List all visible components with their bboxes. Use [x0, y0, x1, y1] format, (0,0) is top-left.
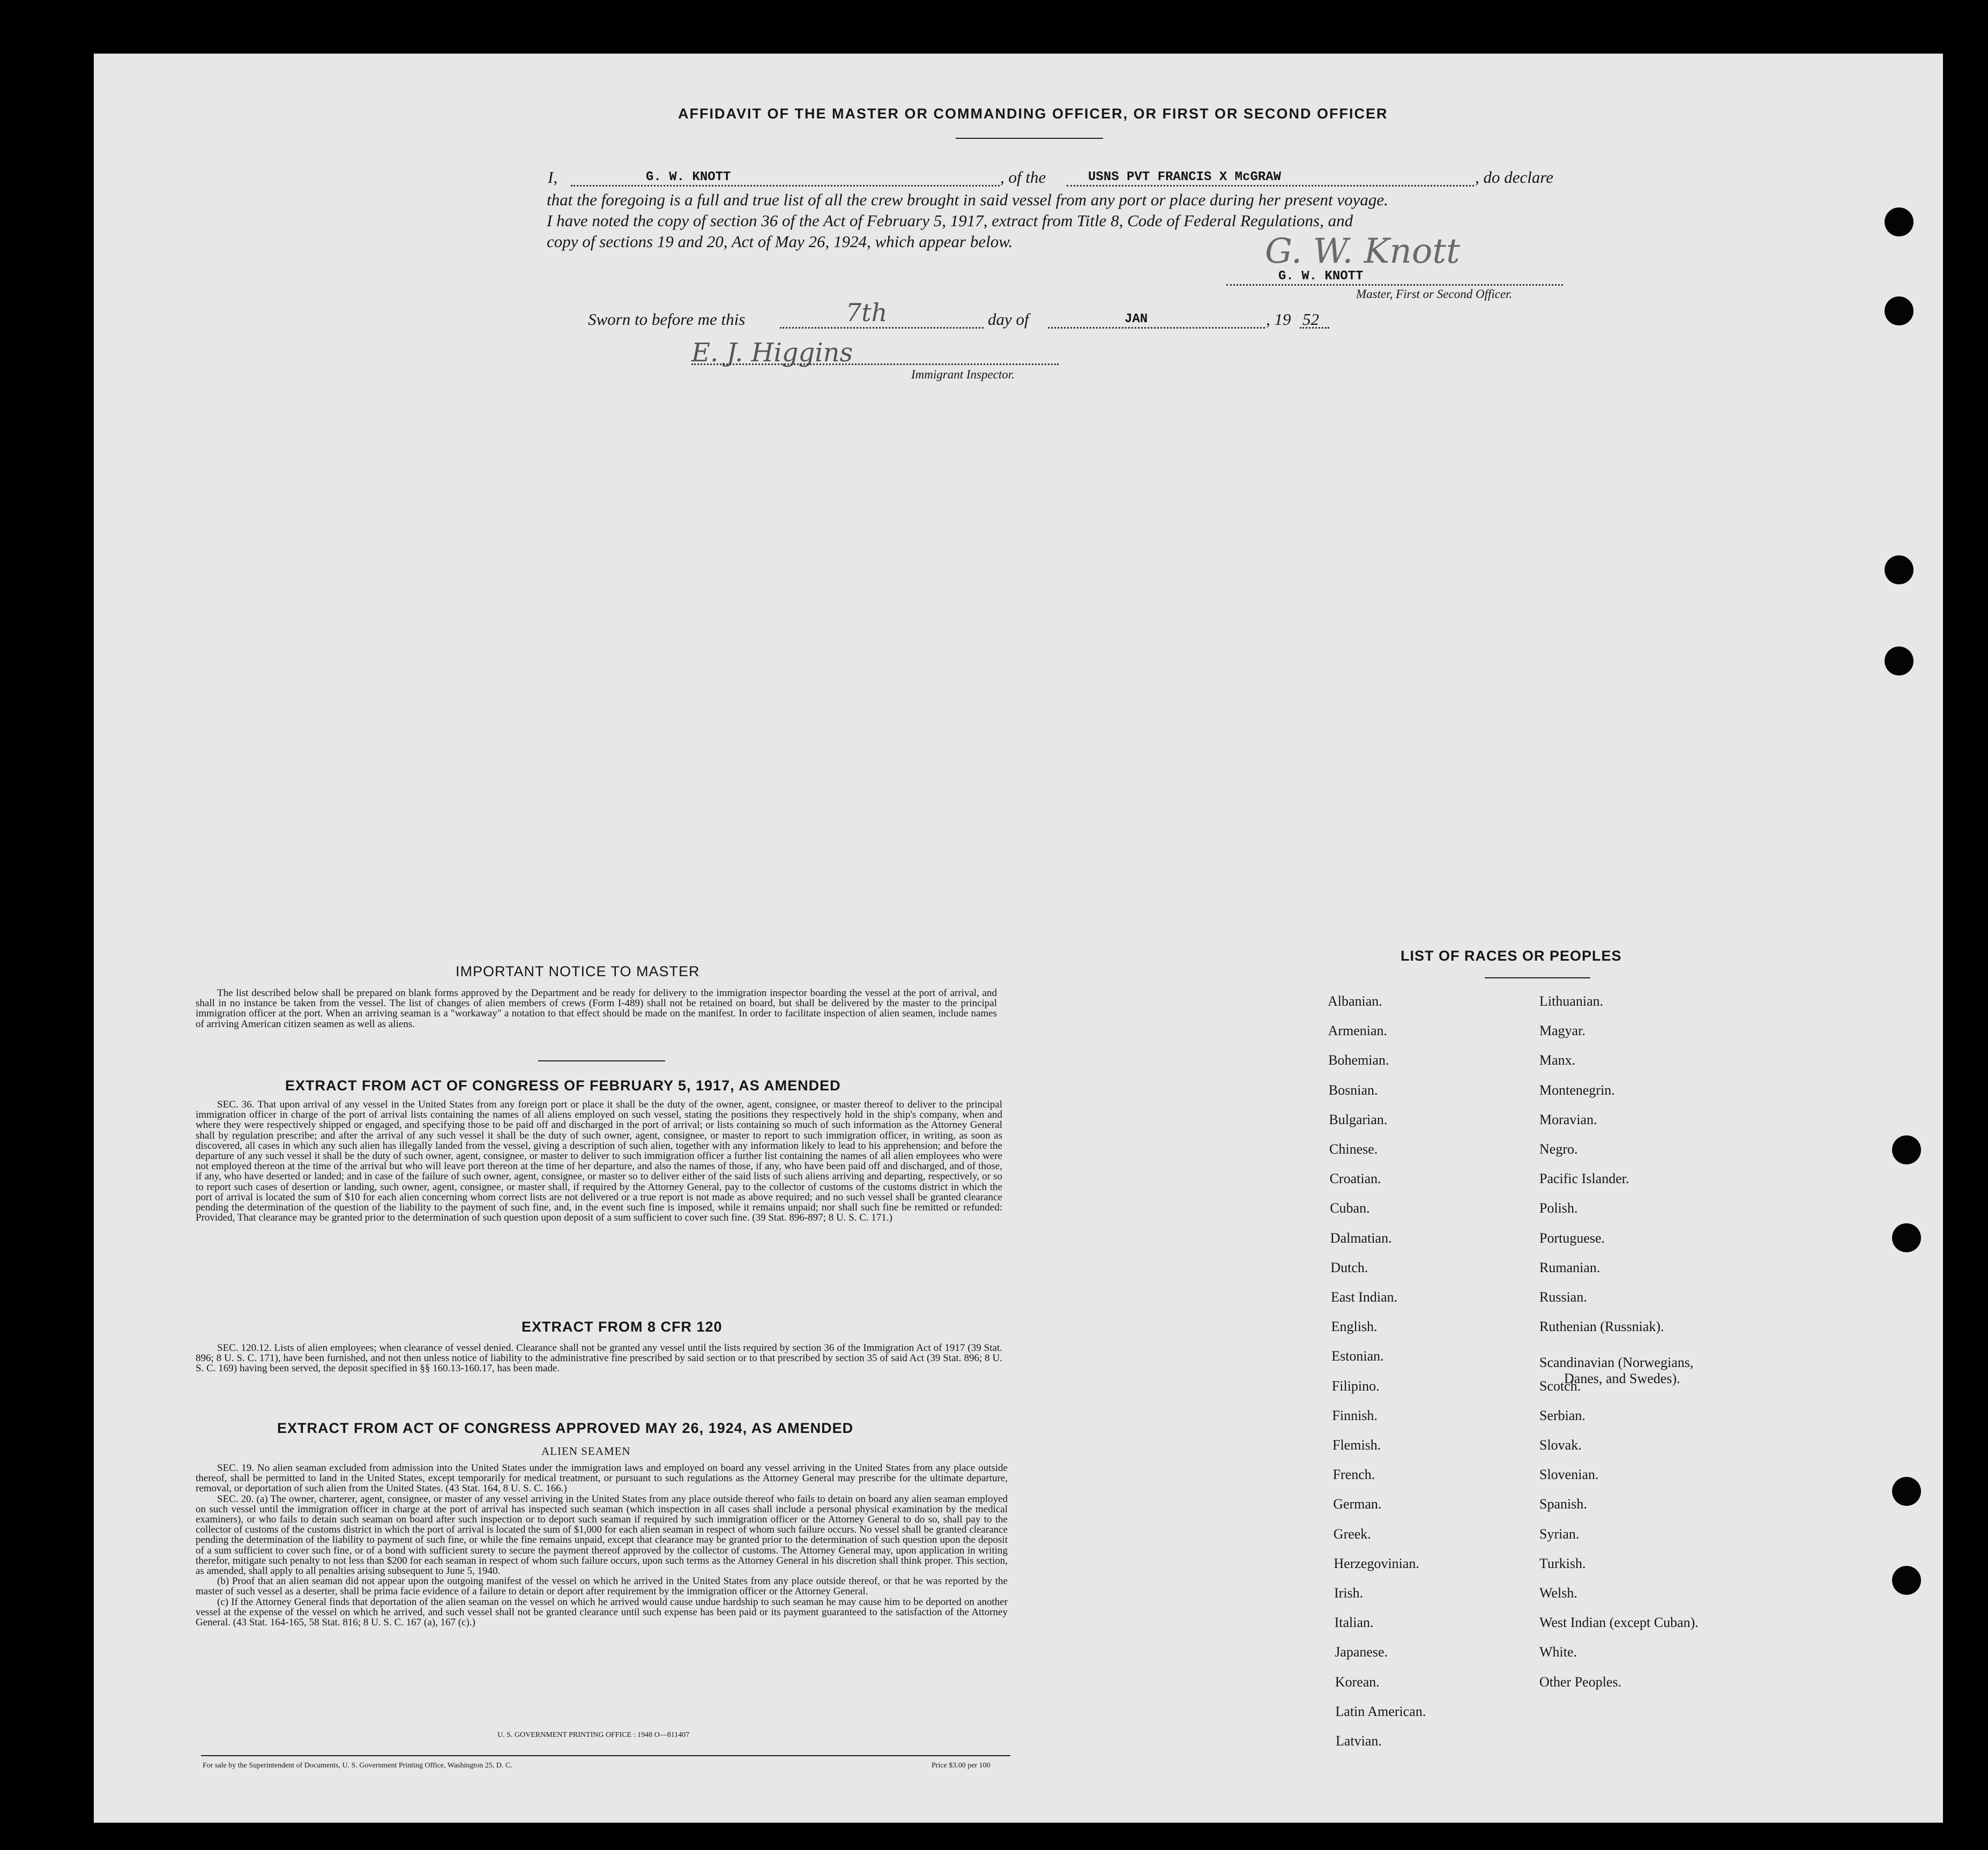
sec-19-text: SEC. 19. No alien seaman excluded from admission into the United States under the immigration laws and employed on board any vessel arriving in the United States from any place outside thereof, shall be permitted to land in the United States, except temporarily for medical treatment, or pursuant to such regulations as the Attorney General may prescribe for the ultimate departure, removal, or deportation of such alien from the United States. (43 Stat. 164, 8 U. S. C. 166.): [196, 1462, 1008, 1495]
race-item: White.: [1539, 1644, 1577, 1660]
race-item: Albanian.: [1328, 993, 1382, 1009]
punch-hole: [1885, 296, 1913, 325]
title-divider: [956, 138, 1103, 139]
race-item: French.: [1332, 1467, 1375, 1483]
race-item: Latvian.: [1336, 1733, 1382, 1749]
race-item: West Indian (except Cuban).: [1539, 1615, 1699, 1631]
notice-divider: [538, 1060, 665, 1061]
race-item: Ruthenian (Russniak).: [1539, 1319, 1664, 1335]
extract-1917-text: SEC. 36. That upon arrival of any vessel in the United States from any foreign port or place it shall be the duty of the owner, agent, consignee, or master thereof to deliver to the principal immigration officer in charge of the port of arrival lists containing the names of all aliens employed on such vessel, stating the positions they respectively hold in the ship's company, when and where they were respectively shipped or engaged, and specifying those to be paid off and discharged in the port of arrival; or lists containing so much of such information as the Attorney General shall by regulation prescribe; and after the arrival of any such vessel it shall be the duty of such owner, agent, consignee, or master to report to such immigration officer, in writing, as soon as discovered, all cases in which any such alien has illegally landed from the vessel, giving a description of such alien, together with any information likely to lead to his apprehension; and before the departure of any such vessel it shall be the duty of such owner, agent, consignee, or master to deliver to such immigration officer a further list containing the names of all alien employees who were not employed thereon at the time of the arrival but who will leave port thereon at the time of her departure, and also the names of those, if any, who have been paid off and discharged, and of those, if any, who have deserted or landed; and in case of the failure of such owner, agent, consignee, or master so to deliver either of the said lists of such aliens arriving and departing, respectively, or so to report such cases of desertion or landing, such owner, agent, consignee, or master shall, if required by the Attorney General, pay to the collector of customs of the customs district in which the port of arrival is located the sum of $10 for each alien concerning whom correct lists are not delivered or a true report is not made as above required; and no such vessel shall be granted clearance pending the determination of the question of the liability to the payment of such fine, and, in the event such fine is imposed, while it remains unpaid; nor shall such fine be remitted or refunded: Provided, That clearance may be granted prior to the determination of such question upon deposit of a sum sufficient to cover such fine. (39 Stat. 896-897; 8 U. S. C. 171.): [196, 1099, 1002, 1224]
notice-text: The list described below shall be prepared on blank forms approved by the Department and be ready for delivery to the immigration inspector boarding the vessel at the port of arrival, and shall in no instance be taken from the vessel. The list of changes of alien members of crews (Form I-489) shall not be retained on board, but shall be delivered by the master to the principal immigration officer at the port. When an arriving seaman is a "workaway" a notation to that effect should be made on the manifest. In order to facilitate inspection of alien seamen, include names of arriving American citizen seamen as well as aliens.: [196, 987, 997, 1030]
race-item: Magyar.: [1539, 1023, 1585, 1039]
notice-title: IMPORTANT NOTICE TO MASTER: [456, 963, 700, 979]
race-item: Bulgarian.: [1329, 1111, 1388, 1127]
race-item: Other Peoples.: [1539, 1674, 1622, 1690]
race-item: Russian.: [1539, 1289, 1587, 1305]
sec-20b-text: (b) Proof that an alien seaman did not appear upon the outgoing manifest of the vessel on which he arrived in the United States from any place outside thereof, or that he was reported by the master of such vessel as a deserter, shall be prima facie evidence of a failure to detain or deport after requirement by the immigration officer or the Attorney General.: [196, 1576, 1008, 1598]
race-item: Herzegovinian.: [1334, 1555, 1419, 1571]
extract-cfr-text: SEC. 120.12. Lists of alien employees; when clearance of vessel denied. Clearance shall not be granted any vessel until the lists required by section 36 of the Immigration Act of 1917 (39 Stat. 896; 8 U. S. C. 171), have been furnished, and not then unless notice of liability to the administrative fine prescribed by said section or to that prescribed by section 35 of said Act (39 Stat. 896; 8 U. S. C. 169) having been served, the deposit specified in §§ 160.13-160.17, has been made.: [196, 1342, 1002, 1375]
punch-hole: [1892, 1135, 1921, 1164]
race-item: Montenegrin.: [1539, 1082, 1615, 1098]
i-label: I,: [548, 168, 558, 187]
master-name-line: [571, 185, 1000, 187]
extract-1917-title: EXTRACT FROM ACT OF CONGRESS OF FEBRUARY 5, 1917, AS AMENDED: [285, 1078, 841, 1094]
race-item: Moravian.: [1539, 1111, 1597, 1127]
master-name-value: G. W. KNOTT: [646, 170, 731, 184]
races-divider: [1485, 977, 1590, 978]
footer-rule: [201, 1755, 1010, 1756]
race-item: Turkish.: [1539, 1555, 1586, 1571]
race-item: Italian.: [1334, 1615, 1374, 1631]
race-item: Dalmatian.: [1330, 1230, 1392, 1246]
sec-20c-text: (c) If the Attorney General finds that deportation of the alien seaman on the vessel on which he arrived would cause undue hardship to such seaman he may cause him to be deported on another vessel at the expense of the vessel on which he arrived, and such vessel shall not be granted clearance until such expense has been paid or its payment guaranteed to the satisfaction of the Attorney General. (43 Stat. 164-165, 58 Stat. 816; 8 U. S. C. 167 (a), 167 (c).): [196, 1596, 1008, 1629]
inspector-label: Immigrant Inspector.: [911, 368, 1015, 381]
race-item: Welsh.: [1539, 1585, 1577, 1601]
punch-hole: [1885, 555, 1913, 584]
extract-1924-block: [196, 1463, 1008, 1628]
races-title: LIST OF RACES OR PEOPLES: [1401, 948, 1622, 964]
sworn-month-line: [1048, 327, 1265, 329]
race-item: Bohemian.: [1328, 1052, 1389, 1068]
race-item: Croatian.: [1329, 1171, 1381, 1187]
race-item: Estonian.: [1331, 1348, 1384, 1364]
inspector-signature: E. J. Higgins: [691, 338, 853, 368]
race-item: Pacific Islander.: [1539, 1171, 1629, 1187]
extract-cfr-title: EXTRACT FROM 8 CFR 120: [522, 1319, 723, 1335]
race-item: Scandinavian (Norwegians,: [1539, 1355, 1694, 1371]
race-item: Filipino.: [1331, 1378, 1380, 1394]
race-item: Manx.: [1539, 1052, 1576, 1068]
race-item: Portuguese.: [1539, 1230, 1605, 1246]
race-item: Serbian.: [1539, 1407, 1585, 1423]
do-declare-label: , do declare: [1475, 168, 1554, 187]
race-item: Slovenian.: [1539, 1467, 1599, 1483]
race-item: Cuban.: [1330, 1200, 1370, 1216]
extract-1924-title: EXTRACT FROM ACT OF CONGRESS APPROVED MAY 26, 1924, AS AMENDED: [277, 1420, 854, 1436]
sale-notice: For sale by the Superintendent of Documents, U. S. Government Printing Office, Washington 25, D. C.: [203, 1762, 512, 1770]
vessel-name-value: USNS PVT FRANCIS X McGRAW: [1088, 170, 1282, 184]
year-prefix-label: , 19: [1266, 310, 1291, 329]
race-item: Danes, and Swedes).: [1564, 1371, 1680, 1387]
punch-hole: [1892, 1566, 1921, 1595]
extract-cfr-block: [196, 1343, 1002, 1374]
race-item: East Indian.: [1331, 1289, 1398, 1305]
race-item: Flemish.: [1332, 1437, 1381, 1453]
sworn-month-value: JAN: [1125, 312, 1148, 326]
race-item: Slovak.: [1539, 1437, 1582, 1453]
race-item: Korean.: [1335, 1674, 1380, 1690]
vessel-name-line: [1067, 185, 1474, 187]
race-item: Armenian.: [1328, 1023, 1388, 1039]
day-of-label: day of: [988, 310, 1029, 329]
sworn-label: Sworn to before me this: [588, 310, 746, 329]
master-signature: G. W. Knott: [1265, 232, 1460, 271]
gpo-imprint: U. S. GOVERNMENT PRINTING OFFICE : 1948 O—811407: [497, 1731, 690, 1739]
race-item: Negro.: [1539, 1141, 1578, 1157]
race-item: Irish.: [1334, 1585, 1364, 1601]
race-item: Lithuanian.: [1539, 993, 1604, 1009]
race-item: Rumanian.: [1539, 1259, 1600, 1275]
race-item: Latin American.: [1335, 1703, 1426, 1719]
punch-hole: [1885, 207, 1913, 236]
affidavit-line-3: I have noted the copy of section 36 of the Act of February 5, 1917, extract from Title 8, Code of Federal Regulations, and: [547, 211, 1353, 230]
sworn-day-line: [780, 327, 984, 329]
race-item: Chinese.: [1329, 1141, 1378, 1157]
sec-20a-text: SEC. 20. (a) The owner, charterer, agent, consignee, or master of any vessel arriving in the United States from any place outside thereof who fails to detain on board any alien seaman employed on such vessel until the immigration officer in charge at the port of arrival has inspected such seaman (which inspection in all cases shall include a personal physical examination by the medical examiners), or who fails to detain such seaman on board after such inspection or to deport such seaman if required by such immigration officer or the Attorney General to do so, shall pay to the collector of customs of the customs district in which the port of arrival is located the sum of $1,000 for each alien seaman in respect of whom such failure occurs. No vessel shall be granted clearance pending the determination of the liability to payment of such fine, or while the fine remains unpaid, except that clearance may be granted prior to the determination of such question upon the deposit of a sum sufficient to cover such fine, or of a bond with sufficient surety to secure the payment thereof approved by the collector of customs. The Attorney General may, upon application in writing therefor, mitigate such penalty to not less than $200 for each seaman in respect of whom such failure occurs, upon such terms as the Attorney General in his discretion shall think proper. This section, as amended, shall apply to all penalties arising subsequent to June 5, 1940.: [196, 1493, 1008, 1577]
race-item: Bosnian.: [1328, 1082, 1378, 1098]
race-item: Scotch.: [1539, 1378, 1581, 1394]
punch-hole: [1892, 1477, 1921, 1506]
affidavit-line-2: that the foregoing is a full and true list of all the crew brought in said vessel from any port or place during her present voyage.: [547, 190, 1388, 209]
race-item: Polish.: [1539, 1200, 1578, 1216]
race-item: Spanish.: [1539, 1496, 1587, 1512]
signer-typed-name: G. W. KNOTT: [1278, 269, 1364, 284]
alien-seamen-subtitle: ALIEN SEAMEN: [541, 1445, 631, 1458]
inspector-line: [691, 363, 1059, 365]
race-item: Japanese.: [1335, 1644, 1388, 1660]
sworn-day-value: 7th: [846, 298, 888, 327]
race-item: Finnish.: [1332, 1407, 1378, 1423]
race-item: Syrian.: [1539, 1526, 1580, 1542]
affidavit-title: AFFIDAVIT OF THE MASTER OR COMMANDING OFFICER, OR FIRST OR SECOND OFFICER: [678, 106, 1388, 122]
price-notice: Price $3.00 per 100: [932, 1762, 991, 1770]
signature-line: [1226, 284, 1563, 286]
of-the-label: , of the: [1000, 168, 1046, 187]
punch-hole: [1892, 1223, 1921, 1252]
extract-1917-block: [196, 1099, 1002, 1223]
notice-block: [196, 988, 997, 1029]
race-item: Greek.: [1333, 1526, 1371, 1542]
race-item: German.: [1333, 1496, 1382, 1512]
year-suffix-value: 52: [1302, 310, 1319, 329]
race-item: Dutch.: [1330, 1259, 1368, 1275]
affidavit-line-4: copy of sections 19 and 20, Act of May 26, 1924, which appear below.: [547, 232, 1013, 251]
race-item: English.: [1331, 1319, 1378, 1335]
punch-hole: [1885, 647, 1913, 675]
signer-role-label: Master, First or Second Officer.: [1356, 287, 1513, 301]
